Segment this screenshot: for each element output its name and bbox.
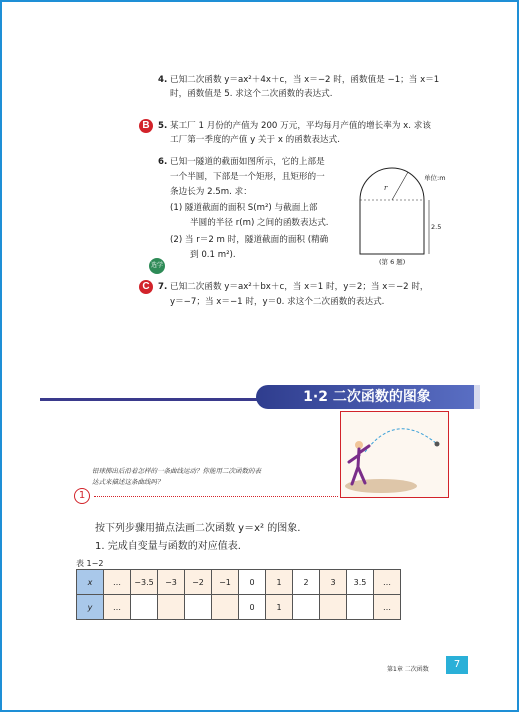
table-cell xyxy=(320,595,347,620)
problem-7-number: 7. xyxy=(158,282,168,292)
tunnel-outline xyxy=(360,168,424,254)
chapter-footer: 第1章 二次函数 xyxy=(387,666,429,673)
problem-7-text: 已知二次函数 y＝ax²＋bx＋c，当 x＝1 时，y＝2；当 x＝−2 时， xyxy=(169,282,429,292)
problem-4-line2: 时，函数值是 5. 求这个二次函数的表达式. xyxy=(170,89,333,99)
value-table xyxy=(76,569,401,620)
shot-put-illustration xyxy=(340,411,449,498)
problem-6-sub1b: 半圆的半径 r(m) 之间的函数表达式. xyxy=(190,218,329,228)
problem-5-line2: 工厂第一季度的产值 y 关于 x 的函数表达式. xyxy=(170,135,340,145)
page-number: 7 xyxy=(446,656,468,674)
section-marker: 1 xyxy=(74,488,90,504)
problem-5-line1 xyxy=(158,120,431,133)
table-cell: 3.5 xyxy=(347,570,374,595)
problem-4-line1 xyxy=(158,74,439,87)
header-x: x xyxy=(77,570,104,595)
header-y: y xyxy=(77,595,104,620)
problem-6-sub2b: 到 0.1 m²). xyxy=(190,250,236,260)
level-c-badge: C xyxy=(139,280,153,294)
section-title: 1·2 二次函数的图象 xyxy=(256,385,478,409)
table-cell xyxy=(185,595,212,620)
trajectory-curve xyxy=(365,429,437,452)
tunnel-figure xyxy=(355,160,450,270)
table-cell: 2 xyxy=(293,570,320,595)
problem-5-text: 某工厂 1 月份的产值为 200 万元，平均每月产值的增长率为 x. 求该 xyxy=(169,121,431,131)
table-cell xyxy=(212,595,239,620)
problem-6-sub2a: (2) 当 r＝2 m 时，隧道截面的面积 (精确 xyxy=(170,235,329,245)
problem-7-line2: y＝−7；当 x＝−1 时，y＝0. 求这个二次函数的表达式. xyxy=(170,297,385,307)
athlete-body xyxy=(349,446,369,484)
body-step1: 1. 完成自变量与函数的对应值表. xyxy=(95,541,241,552)
problem-6-line2: 一个半圆，下部是一个矩形，且矩形的一 xyxy=(170,172,325,182)
table-cell xyxy=(293,595,320,620)
problem-6-text: 已知一隧道的截面如图所示，它的上部是 xyxy=(169,157,325,167)
table-row-y xyxy=(77,595,401,620)
table-cell: −1 xyxy=(212,570,239,595)
section-tab xyxy=(474,385,480,409)
problem-6-line3: 条边长为 2.5m. 求： xyxy=(170,187,252,197)
radius-line xyxy=(392,172,408,200)
table-cell: 0 xyxy=(239,595,266,620)
table-cell: … xyxy=(104,595,131,620)
table-cell: 0 xyxy=(239,570,266,595)
unit-label: 单位:m xyxy=(424,174,446,182)
table-cell: −3.5 xyxy=(131,570,158,595)
problem-4-text: 已知二次函数 y＝ax²＋4x＋c，当 x＝−2 时，函数值是 −1；当 x＝1 xyxy=(169,75,440,85)
table-cell: 1 xyxy=(266,570,293,595)
problem-6-sub1a: (1) 隧道截面的面积 S(m²) 与截面上部 xyxy=(170,203,318,213)
optional-study-tag: 选学 xyxy=(149,258,165,274)
table-cell: … xyxy=(374,570,401,595)
table-cell: 3 xyxy=(320,570,347,595)
table-cell: … xyxy=(374,595,401,620)
table-row-x xyxy=(77,570,401,595)
table-cell xyxy=(131,595,158,620)
problem-7-line1 xyxy=(158,281,429,294)
table-label: 表 1−2 xyxy=(76,559,104,568)
table-cell: −2 xyxy=(185,570,212,595)
shot-ball xyxy=(435,442,440,447)
figure-caption: (第 6 题) xyxy=(379,258,406,266)
ground-circle xyxy=(345,479,417,493)
shot-put-drawing xyxy=(341,412,448,497)
dotted-rule xyxy=(94,496,338,497)
hint-line1: 铅球掷出后沿着怎样的一条曲线运动？你能用二次函数的表 xyxy=(92,467,261,475)
body-intro: 按下列步骤用描点法画二次函数 y＝x² 的图象. xyxy=(95,523,301,534)
level-b-badge: B xyxy=(139,119,153,133)
table-cell: −3 xyxy=(158,570,185,595)
radius-label: r xyxy=(384,184,388,192)
table-cell: … xyxy=(104,570,131,595)
problem-6-number: 6. xyxy=(158,157,168,167)
table-cell xyxy=(158,595,185,620)
table-cell xyxy=(347,595,374,620)
problem-6-line1 xyxy=(158,156,325,169)
hint-line2: 达式来描述这条曲线吗？ xyxy=(92,478,164,486)
problem-5-number: 5. xyxy=(158,121,168,131)
problem-4-number: 4. xyxy=(158,75,168,85)
height-label: 2.5 xyxy=(431,223,442,231)
table-cell: 1 xyxy=(266,595,293,620)
